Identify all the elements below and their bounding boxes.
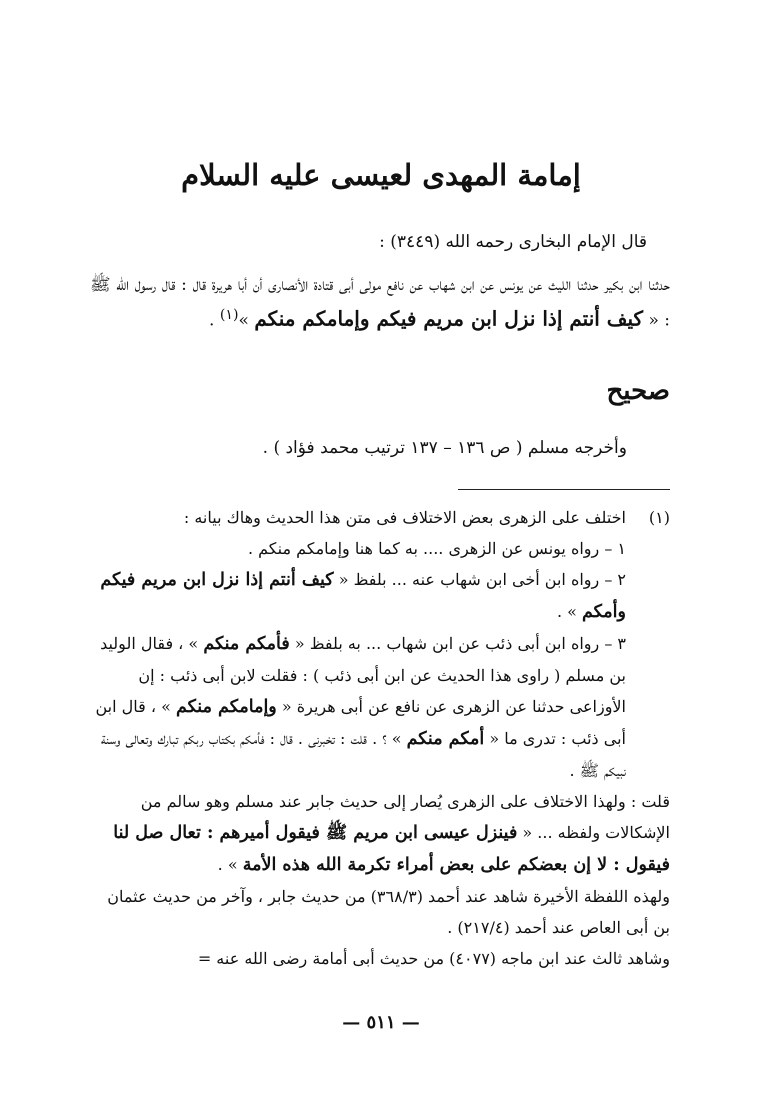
footnote-number: (١) xyxy=(648,508,670,527)
hadith-end: . xyxy=(209,310,220,331)
footnote-para-4: قلت : ولهذا الاختلاف على الزهرى يُصار إلى حديث جابر عند مسلم وهو سالم من الإشكالات ولفظه ... « فينزل عيسى ابن مريم ﷺ فيقول أميرهم : تعال صل لنا فيقول : لا إن بعضكم على بعض أمراء تكرمة الله هذه الأمة » . xyxy=(113,792,670,875)
footnote-para-6: وشاهد ثالث عند ابن ماجه (٤٠٧٧) من حديث أبى أمامة رضى الله عنه = xyxy=(197,949,670,968)
source-note: وأخرجه مسلم ( ص ١٣٦ – ١٣٧ ترتيب محمد فؤاد ) . xyxy=(262,438,627,458)
footnote-divider xyxy=(458,489,670,490)
footnote-intro: (١)اختلف على الزهرى بعض الاختلاف فى متن هذا الحديث وهاك بيانه : xyxy=(90,502,670,533)
footnote-line-1: ١ – رواه يونس عن الزهرى .... به كما هنا وإمامكم منكم . xyxy=(247,539,626,558)
page-number: — ٥١١ — xyxy=(342,1012,420,1033)
hadith-chain: حدثنا ابن بكير حدثنا الليث عن يونس عن ابن شهاب عن نافع مولى أبى قتادة الأنصارى أن أبا هريرة قال : قال رسول الله ﷺ : « xyxy=(90,275,670,331)
page-title: إمامة المهدى لعيسى عليه السلام xyxy=(181,158,581,192)
footnote-ref: (١) xyxy=(219,307,239,323)
footnote-para-5: ولهذه اللفظة الأخيرة شاهد عند أحمد (٣٦٨/٣) من حديث جابر ، وآخر من حديث عثمان بن أبى العاص عند أحمد (٢١٧/٤) . xyxy=(107,887,670,937)
footnotes xyxy=(90,502,670,974)
attribution: قال الإمام البخارى رحمه الله (٣٤٤٩) : xyxy=(379,232,647,252)
hadith-text xyxy=(90,270,670,336)
footnote-line-3: ٣ – رواه ابن أبى ذئب عن ابن شهاب ... به بلفظ « فأمكم منكم » ، فقال الوليد بن مسلم ( راوى هذا الحديث عن ابن أبى ذئب ) : فقلت لابن أبى ذئب : إن الأوزاعى حدثنا عن الزهرى عن نافع عن أبى هريرة « وإمامكم منكم » ، قال ابن أبى ذئب : تدرى ما « أمكم منكم » ؟ . قلت : تخبرنى . قال : فأمكم بكتاب ربكم تبارك وتعالى وسنة نبيكم ﷺ . xyxy=(95,634,626,780)
grade-label: صحيح xyxy=(606,376,670,406)
footnote-line-2: ٢ – رواه ابن أخى ابن شهاب عنه ... بلفظ « كيف أنتم إذا نزل ابن مريم فيكم وأمكم » . xyxy=(100,570,626,622)
hadith-close: » xyxy=(238,310,249,331)
hadith-matn: كيف أنتم إذا نزل ابن مريم فيكم وإمامكم منكم xyxy=(254,306,644,331)
